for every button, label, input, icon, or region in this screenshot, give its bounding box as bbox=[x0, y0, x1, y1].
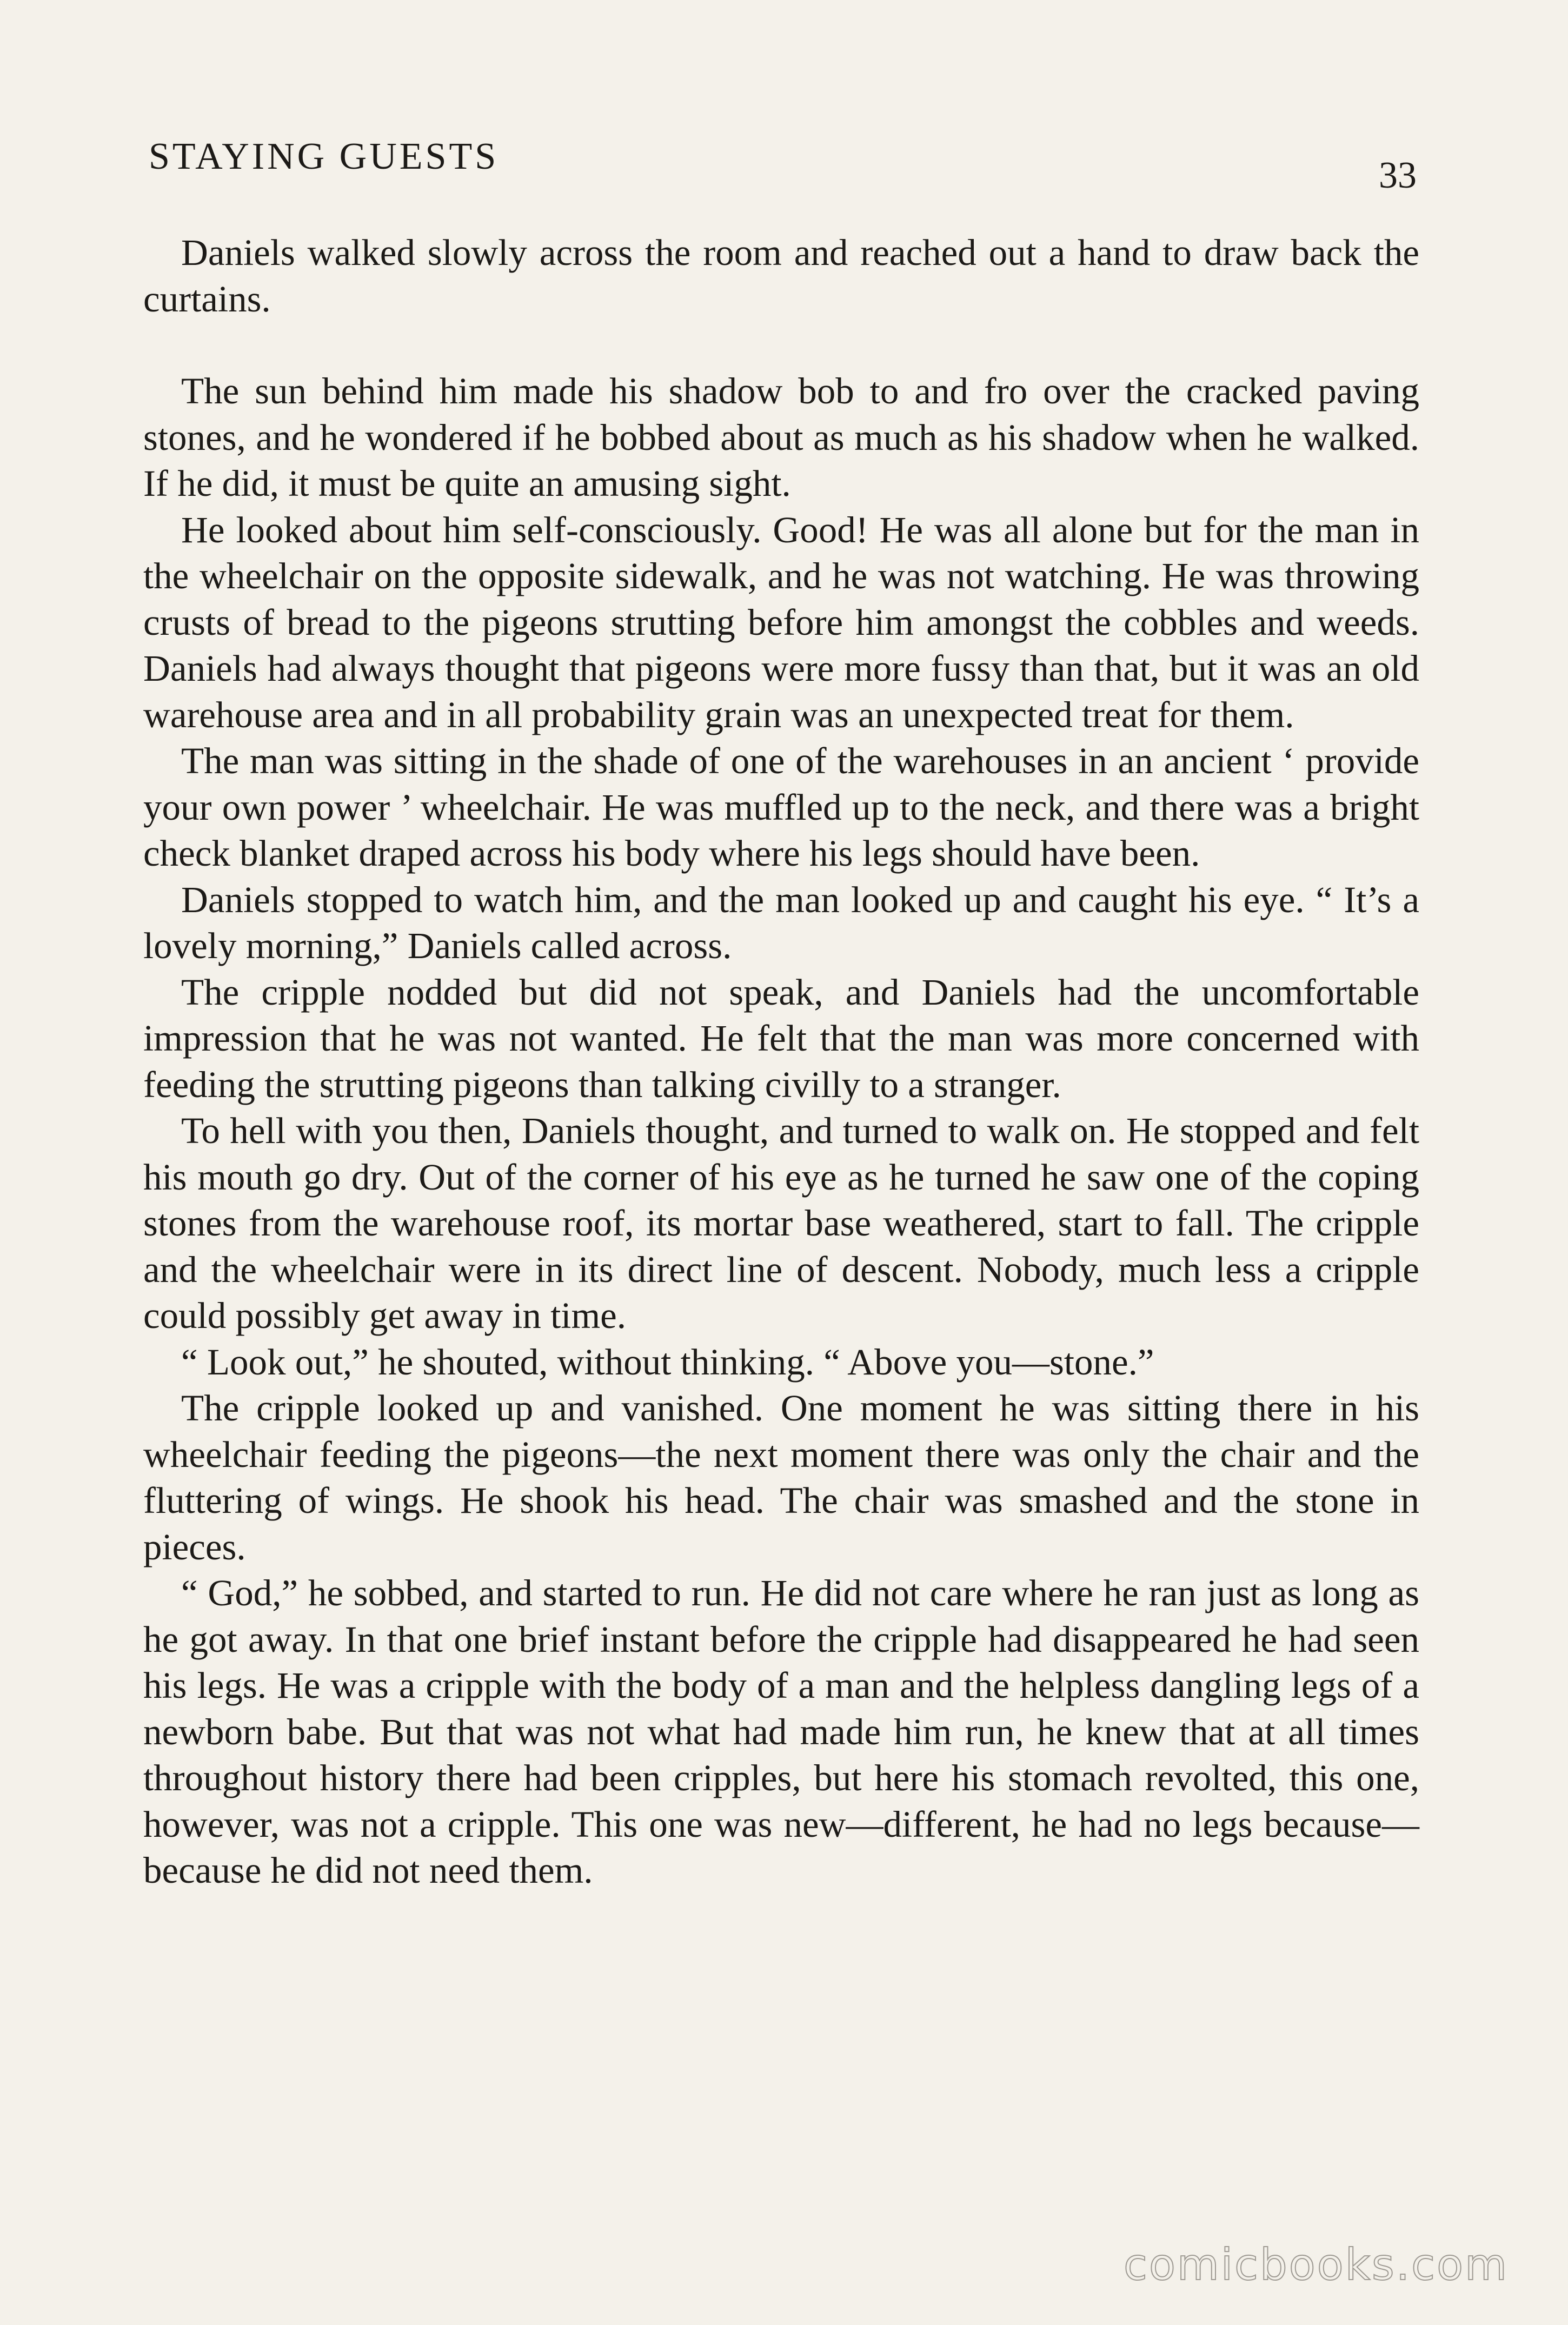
paragraph: To hell with you then, Daniels thought, and turned to walk on. He stopped and felt his mouth go dry. Out of the corner of his eye as he turned he saw one of the coping stones from the warehouse roof, its mortar base weathered, start to fall. The cripple and the wheelchair were in its direct line of descent. Nobody, much less a cripple could possibly get away in time. bbox=[143, 1110, 1419, 1336]
running-title: STAYING GUESTS bbox=[149, 136, 499, 177]
paragraph: The sun behind him made his shadow bob to and fro over the cracked paving stones, and he wondered if he bobbed about as much as his shadow when he walked. If he did, it must be quite an amusing sight. bbox=[143, 370, 1419, 504]
paragraph: The cripple looked up and vanished. One moment he was sitting there in his wheelchair feeding the pigeons—the next moment there was only the chair and the fluttering of wings. He shook his head. The chair was smashed and the stone in pieces. bbox=[143, 1387, 1419, 1567]
paragraph: Daniels walked slowly across the room and reached out a hand to draw back the curtains. bbox=[143, 232, 1419, 320]
page-number: 33 bbox=[1379, 155, 1417, 196]
body-text bbox=[143, 230, 1419, 1894]
watermark: comicbooks.com bbox=[1123, 2240, 1509, 2290]
paragraph: “ God,” he sobbed, and started to run. He did not care where he ran just as long as he got away. In that one brief instant before the cripple had disappeared he had seen his legs. He was a cripple with the body of a man and the helpless dangling legs of a newborn babe. But that was not what had made him run, he knew that at all times throughout history there had been cripples, but here his stomach revolted, this one, however, was not a cripple. This one was new—different, he had no legs because—because he did not need them. bbox=[143, 1572, 1419, 1891]
paragraph: “ Look out,” he shouted, without thinking. “ Above you—stone.” bbox=[181, 1341, 1154, 1383]
paragraph: The cripple nodded but did not speak, and Daniels had the uncomfortable impression that he was not wanted. He felt that the man was more concerned with feeding the strutting pigeons than talking civilly to a stranger. bbox=[143, 971, 1419, 1105]
paragraph: He looked about him self-consciously. Good! He was all alone but for the man in the wheelchair on the opposite sidewalk, and he was not watching. He was throwing crusts of bread to the pigeons strutting before him amongst the cobbles and weeds. Daniels had always thought that pigeons were more fussy than that, but it was an old warehouse area and in all probability grain was an unexpected treat for them. bbox=[143, 509, 1419, 735]
paragraph: The man was sitting in the shade of one of the warehouses in an ancient ‘ provide your own power ’ wheelchair. He was muffled up to the neck, and there was a bright check blanket draped across his body where his legs should have been. bbox=[143, 740, 1419, 874]
paragraph: Daniels stopped to watch him, and the man looked up and caught his eye. “ It’s a lovely morning,” Daniels called across. bbox=[143, 879, 1419, 966]
